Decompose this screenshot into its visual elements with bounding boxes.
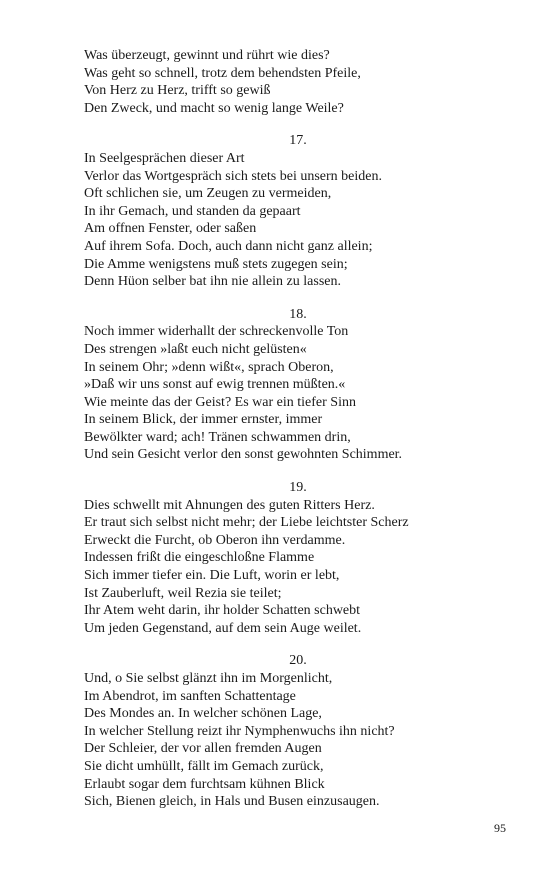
verse-line: Denn Hüon selber bat ihn nie allein zu lassen. <box>84 274 341 290</box>
verse-line: Erweckt die Furcht, ob Oberon ihn verdamme. <box>84 532 346 548</box>
stanza <box>84 479 504 637</box>
verse-line: In Seelgesprächen dieser Art <box>84 150 245 166</box>
verse-line: Er traut sich selbst nicht mehr; der Liebe leichtster Scherz <box>84 515 409 531</box>
verse-line: In seinem Blick, der immer ernster, immer <box>84 412 323 428</box>
verse-line: In ihr Gemach, und standen da gepaart <box>84 203 301 219</box>
verse-line: Den Zweck, und macht so wenig lange Weile? <box>84 100 344 116</box>
stanza-number: 18. <box>289 306 307 322</box>
verse-line: Verlor das Wortgespräch sich stets bei unsern beiden. <box>84 168 382 184</box>
verse-line: Ihr Atem weht darin, ihr holder Schatten schwebt <box>84 603 361 619</box>
verse-line: Des Mondes an. In welcher schönen Lage, <box>84 706 322 722</box>
stanza <box>84 306 504 464</box>
verse-line: Sich, Bienen gleich, in Hals und Busen einzusaugen. <box>84 794 380 810</box>
verse-line: In seinem Ohr; »denn wißt«, sprach Oberon, <box>84 359 334 375</box>
verse-line: In welcher Stellung reizt ihr Nymphenwuchs ihn nicht? <box>84 723 395 739</box>
page-number: 95 <box>494 821 506 835</box>
stanza <box>84 652 504 810</box>
verse-line: Was überzeugt, gewinnt und rührt wie dies? <box>84 48 330 63</box>
verse-line: Was geht so schnell, trotz dem behendsten Pfeile, <box>84 65 361 81</box>
poem-page <box>84 47 504 826</box>
verse-line: Ist Zauberluft, weil Rezia sie teilet; <box>84 585 282 601</box>
stanza <box>84 132 504 290</box>
verse-line: Um jeden Gegenstand, auf dem sein Auge weilet. <box>84 620 362 636</box>
verse-line: Und, o Sie selbst glänzt ihn im Morgenlicht, <box>84 671 333 686</box>
stanza-number: 20. <box>289 653 307 669</box>
verse-line: Sie dicht umhüllt, fällt im Gemach zurück, <box>84 758 324 774</box>
verse-line: Und sein Gesicht verlor den sonst gewohnten Schimmer. <box>84 447 403 463</box>
verse-line: Auf ihrem Sofa. Doch, auch dann nicht ganz allein; <box>84 238 373 254</box>
verse-line: Am offnen Fenster, oder saßen <box>84 221 257 237</box>
verse-line: Die Amme wenigstens muß stets zugegen sein; <box>84 256 348 272</box>
verse-line: Indessen frißt die eingeschloßne Flamme <box>84 550 315 566</box>
stanza <box>84 47 504 117</box>
stanza-number: 17. <box>289 133 307 149</box>
verse-line: Dies schwellt mit Ahnungen des guten Ritters Herz. <box>84 497 375 513</box>
verse-line: Der Schleier, der vor allen fremden Augen <box>84 741 322 757</box>
verse-line: »Daß wir uns sonst auf ewig trennen müßten.« <box>84 377 346 393</box>
verse-line: Im Abendrot, im sanften Schattentage <box>84 688 296 704</box>
verse-line: Wie meinte das der Geist? Es war ein tiefer Sinn <box>84 394 356 410</box>
verse-line: Oft schlichen sie, um Zeugen zu vermeiden, <box>84 186 332 202</box>
stanza-number: 19. <box>289 480 307 496</box>
verse-line: Des strengen »laßt euch nicht gelüsten« <box>84 341 307 357</box>
verse-line: Sich immer tiefer ein. Die Luft, worin er lebt, <box>84 568 340 584</box>
verse-line: Von Herz zu Herz, trifft so gewiß <box>84 83 271 99</box>
verse-line: Bewölkter ward; ach! Tränen schwammen drin, <box>84 429 351 445</box>
verse-line: Erlaubt sogar dem furchtsam kühnen Blick <box>84 776 325 792</box>
verse-line: Noch immer widerhallt der schreckenvolle Ton <box>84 324 349 340</box>
